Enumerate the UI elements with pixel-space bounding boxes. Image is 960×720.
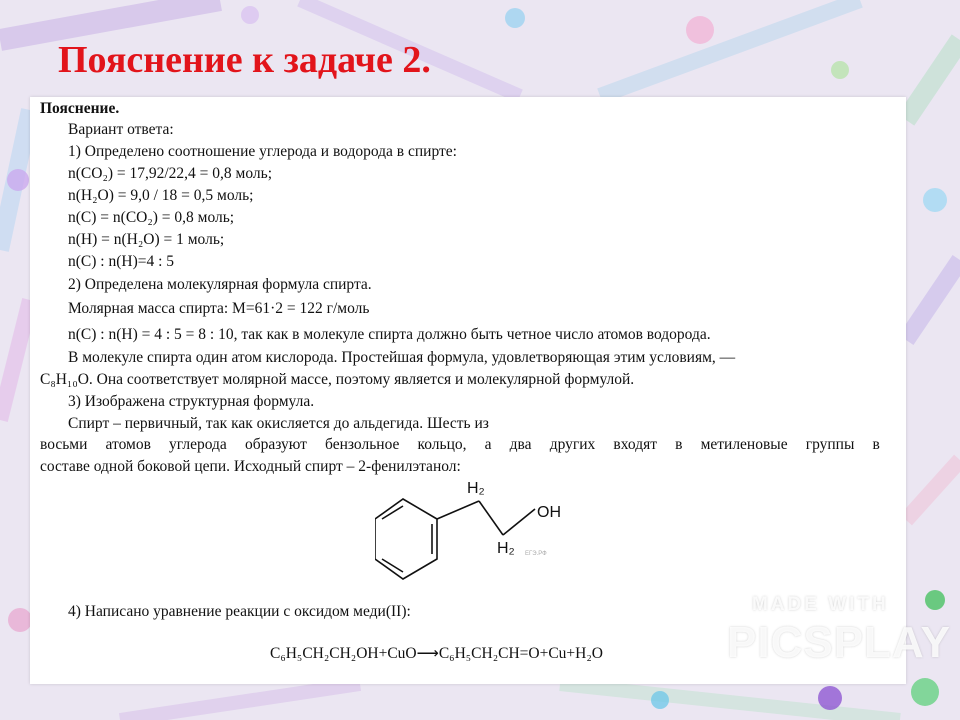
word: в	[872, 436, 880, 453]
word: метиленовые	[700, 436, 788, 453]
text-line: n(C) = n(CO₂) = 0,8 моль;	[68, 209, 235, 226]
text-line: Молярная масса спирта: M=61·2 = 122 г/моль	[68, 300, 370, 317]
justified-line	[40, 435, 880, 455]
text-line: 4) Написано уравнение реакции с оксидом меди(II):	[68, 603, 411, 620]
text-line: Спирт – первичный, так как окисляется до альдегида. Шесть из	[68, 415, 489, 432]
word: углерода	[169, 436, 227, 453]
h2-bottom-label: H₂	[497, 540, 515, 557]
text-line: 3) Изображена структурная формула.	[68, 393, 315, 410]
word: группы	[805, 436, 855, 453]
chain-bond	[479, 501, 503, 535]
watermark-line1: MADE WITH	[752, 594, 889, 615]
reaction-equation: C₆H₅CH₂CH₂OH+CuO⟶C₆H₅CH₂CH=O+Cu+H₂O	[270, 645, 603, 662]
text-line: В молекуле спирта один атом кислорода. Простейшая формула, удовлетворяющая этим условиям, —	[68, 349, 736, 366]
word: а	[484, 436, 492, 453]
text-line: n(H₂O) = 9,0 / 18 = 0,5 моль;	[68, 187, 254, 204]
text-line: n(H) = n(H₂O) = 1 моль;	[68, 231, 225, 248]
oh-label: OH	[537, 504, 561, 521]
explanation-heading: Пояснение.	[40, 100, 120, 117]
text-line: n(C) : n(H)=4 : 5	[68, 253, 175, 270]
word: образуют	[244, 436, 307, 453]
word: атомов	[105, 436, 151, 453]
chain-bond	[503, 509, 535, 535]
text-line: n(C) : n(H) = 4 : 5 = 8 : 10, так как в молекуле спирта должно быть четное число атомов водорода.	[68, 326, 711, 343]
chain-bond	[437, 501, 479, 519]
text-line: 1) Определено соотношение углерода и водорода в спирте:	[68, 143, 457, 160]
h2-top-label: H₂	[467, 480, 485, 497]
word: кольцо,	[417, 436, 467, 453]
word: в	[675, 436, 683, 453]
benzene-ring	[375, 499, 437, 579]
word: других	[549, 436, 596, 453]
word: два	[509, 436, 532, 453]
text-line: n(CO₂) = 17,92/22,4 = 0,8 моль;	[68, 165, 273, 182]
structural-formula	[375, 479, 585, 589]
text-line: Вариант ответа:	[68, 121, 174, 138]
watermark-line2: PICSPLAY	[727, 618, 952, 667]
word: бензольное	[325, 436, 400, 453]
text-line: составе одной боковой цепи. Исходный спирт – 2-фенилэтанол:	[40, 458, 461, 475]
text-line: 2) Определена молекулярная формула спирта.	[68, 276, 372, 293]
word: восьми	[40, 436, 88, 453]
word: входят	[613, 436, 657, 453]
image-credit: ЕГЭ.РФ	[525, 551, 547, 557]
slide-title: Пояснение к задаче 2.	[58, 39, 431, 81]
text-line: C₈H₁₀O. Она соответствует молярной массе, поэтому является и молекулярной формулой.	[40, 371, 635, 388]
